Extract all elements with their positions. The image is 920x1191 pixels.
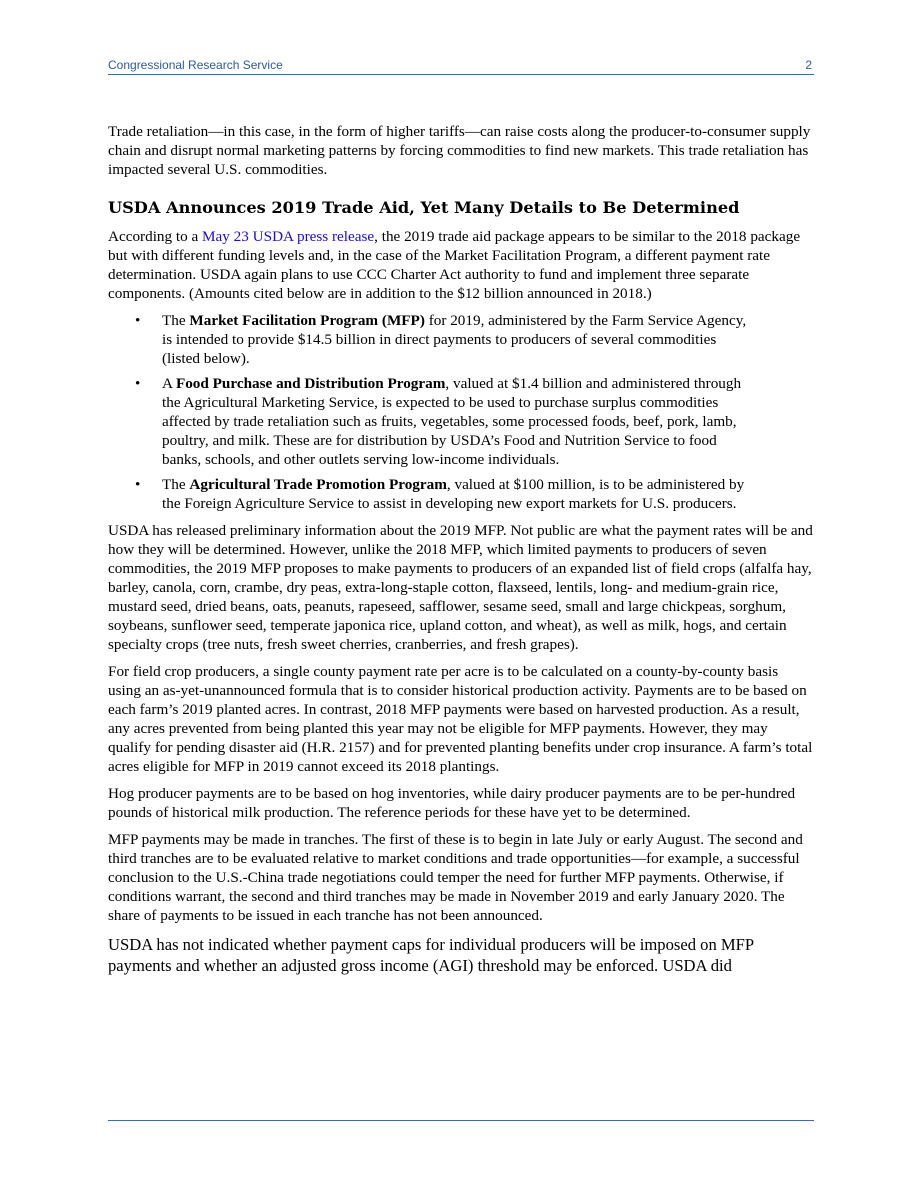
paragraph-payment-caps: USDA has not indicated whether payment caps for individual producers will be imposed on MFP payments and whether an adjusted gross income (AGI) threshold may be enforced. USDA did bbox=[108, 935, 754, 975]
document-body bbox=[108, 122, 814, 984]
list-item-food-purchase bbox=[135, 374, 752, 469]
list-item-text: The bbox=[162, 312, 190, 329]
paragraph-tranches: MFP payments may be made in tranches. The first of these is to begin in late July or early August. The second and third tranches are to be evaluated relative to market conditions and trade opportunities—for example, a successful conclusion to the U.S.-China trade negotiations could temper the need for further MFP payments. Otherwise, if conditions warrant, the second and third tranches may be made in November 2019 and early January 2020. The share of payments to be issued in each tranche has not been announced. bbox=[108, 831, 803, 924]
page-header bbox=[108, 58, 814, 75]
list-item-mfp bbox=[135, 311, 752, 368]
paragraph-text: , the 2019 trade aid package appears to be similar to the 2018 package but with different funding levels and, in the case of the Market Facilitation Program, a different payment rate determination. USDA again plans to use CCC Charter Act authority to fund and implement three separate components. (Amounts cited below are in addition to the $12 billion announced in 2018.) bbox=[108, 228, 801, 302]
program-name: Market Facilitation Program (MFP) bbox=[189, 312, 425, 329]
list-item-text: , valued at $100 million, is to be administered by the Foreign Agriculture Service to assist in developing new export markets for U.S. producers. bbox=[162, 476, 745, 512]
paragraph-preliminary-info: USDA has released preliminary information about the 2019 MFP. Not public are what the payment rates will be and how they will be determined. However, unlike the 2018 MFP, which limited payments to producers of seven commodities, the 2019 MFP proposes to make payments to producers of an expanded list of field crops (alfalfa hay, barley, canola, corn, crambe, dry peas, extra-long-staple cotton, flaxseed, lentils, long- and medium-grain rice, mustard seed, dried beans, oats, peanuts, rapeseed, safflower, sesame seed, small and large chickpeas, sorghum, soybeans, sunflower seed, temperate japonica rice, upland cotton, and wheat), as well as milk, hogs, and certain specialty crops (tree nuts, fresh sweet cherries, cranberries, and fresh grapes). bbox=[108, 522, 813, 653]
list-item-text: The bbox=[162, 476, 190, 493]
program-name: Food Purchase and Distribution Program bbox=[175, 375, 446, 392]
intro-paragraph: Trade retaliation—in this case, in the form of higher tariffs—can raise costs along the producer-to-consumer supply chain and disrupt normal marketing patterns by forcing commodities to find new markets. This trade retaliation has impacted several U.S. commodities. bbox=[108, 123, 811, 178]
bullet-icon: • bbox=[135, 476, 141, 493]
header-org-name: Congressional Research Service bbox=[108, 58, 283, 72]
list-item-text: , valued at $1.4 billion and administered through the Agricultural Marketing Service, is expected to be used to purchase surplus commodities affected by trade retaliation such as fruits, vegetables, some processed foods, beef, pork, lamb, poultry, and milk. These are for distribution by USDA’s Food and Nutrition Service to food banks, schools, and other outlets serving low-income individuals. bbox=[162, 375, 742, 468]
paragraph-press-release bbox=[108, 227, 814, 303]
paragraph-field-crops: For field crop producers, a single county payment rate per acre is to be calculated on a county-by-county basis using an as-yet-unannounced formula that is to consider historical production activity. Payments are to be based on each farm’s 2019 planted acres. In contrast, 2018 MFP payments were based on harvested production. As a result, any acres prevented from being planted this year may not be eligible for MFP payments. However, they may qualify for pending disaster aid (H.R. 2157) and for prevented planting benefits under crop insurance. A farm’s total acres eligible for MFP in 2019 cannot exceed its 2018 plantings. bbox=[108, 663, 813, 775]
list-item-text: for 2019, administered by the Farm Service Agency, is intended to provide $14.5 billion in direct payments to producers of several commodities (listed below). bbox=[162, 312, 747, 367]
press-release-link[interactable]: May 23 USDA press release bbox=[202, 228, 375, 245]
bullet-icon: • bbox=[135, 375, 141, 392]
section-heading: USDA Announces 2019 Trade Aid, Yet Many Details to Be Determined bbox=[108, 198, 740, 217]
program-list bbox=[108, 311, 752, 513]
list-item-trade-promotion bbox=[135, 475, 752, 513]
page-footer-rule bbox=[108, 1120, 814, 1121]
header-page-number: 2 bbox=[805, 58, 812, 72]
paragraph-text: According to a bbox=[108, 228, 203, 245]
list-item-text: A bbox=[162, 375, 176, 392]
program-name: Agricultural Trade Promotion Program bbox=[189, 476, 447, 493]
paragraph-hog-dairy: Hog producer payments are to be based on hog inventories, while dairy producer payments are to be per-hundred pounds of historical milk production. The reference periods for these have yet to be determined. bbox=[108, 785, 796, 821]
bullet-icon: • bbox=[135, 312, 141, 329]
